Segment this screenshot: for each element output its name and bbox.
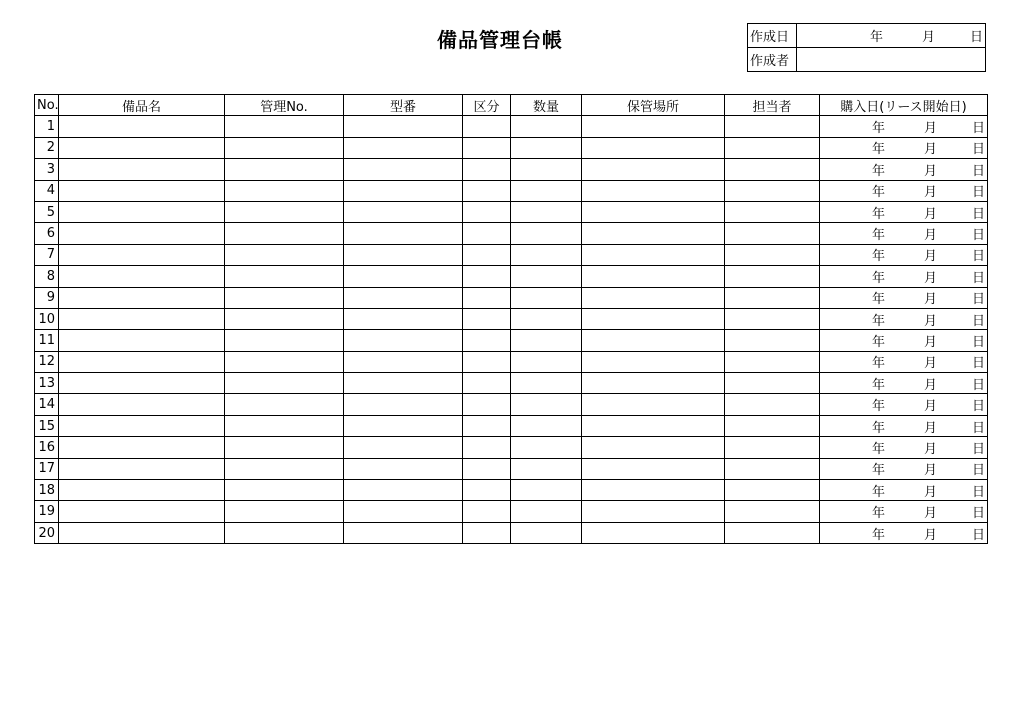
purchase-date-cell[interactable]: [820, 394, 988, 415]
item-name-cell[interactable]: [59, 394, 225, 415]
control-no-cell[interactable]: [225, 244, 344, 265]
table-row: [35, 501, 988, 522]
purchase-date-cell[interactable]: [820, 159, 988, 180]
model-no-cell[interactable]: [344, 287, 463, 308]
control-no-cell[interactable]: [225, 351, 344, 372]
storage-location-cell[interactable]: [582, 116, 725, 137]
storage-location-cell[interactable]: [582, 351, 725, 372]
model-no-cell[interactable]: [344, 501, 463, 522]
month-label: 月: [923, 121, 937, 137]
quantity-cell[interactable]: [511, 159, 582, 180]
purchase-date-cell[interactable]: [820, 522, 988, 543]
year-label: 年: [871, 420, 885, 436]
day-label: 日: [971, 163, 985, 179]
item-name-cell[interactable]: [59, 159, 225, 180]
quantity-cell[interactable]: [511, 437, 582, 458]
storage-location-cell[interactable]: [582, 180, 725, 201]
storage-location-cell[interactable]: [582, 159, 725, 180]
quantity-cell[interactable]: [511, 373, 582, 394]
purchase-date-cell[interactable]: [820, 287, 988, 308]
person-in-charge-cell[interactable]: [725, 287, 820, 308]
model-no-cell[interactable]: [344, 180, 463, 201]
day-label: 日: [971, 292, 985, 308]
item-name-cell[interactable]: [59, 137, 225, 158]
row-number: 7: [35, 244, 59, 265]
table-row: [35, 159, 988, 180]
day-label: 日: [971, 420, 985, 436]
row-number: 6: [35, 223, 59, 244]
control-no-cell[interactable]: [225, 501, 344, 522]
row-number: 15: [35, 415, 59, 436]
storage-location-cell[interactable]: [582, 330, 725, 351]
category-cell[interactable]: [463, 201, 511, 222]
purchase-date-cell[interactable]: [820, 437, 988, 458]
year-label: 年: [871, 121, 885, 137]
day-label: 日: [971, 185, 985, 201]
created-by-field[interactable]: [797, 48, 986, 72]
person-in-charge-cell[interactable]: [725, 180, 820, 201]
model-no-cell[interactable]: [344, 159, 463, 180]
model-no-cell[interactable]: [344, 351, 463, 372]
month-label: 月: [923, 270, 937, 286]
year-label: 年: [871, 163, 885, 179]
month-label: 月: [923, 527, 937, 543]
purchase-date-cell[interactable]: [820, 308, 988, 329]
person-in-charge-cell[interactable]: [725, 522, 820, 543]
day-label: 日: [971, 270, 985, 286]
person-in-charge-cell[interactable]: [725, 223, 820, 244]
header-model-no: 型番: [344, 95, 463, 116]
created-date-field[interactable]: [797, 24, 986, 48]
person-in-charge-cell[interactable]: [725, 159, 820, 180]
year-label: 年: [871, 463, 885, 479]
created-by-row: [748, 48, 986, 72]
category-cell[interactable]: [463, 501, 511, 522]
row-number: 19: [35, 501, 59, 522]
table-row: [35, 480, 988, 501]
item-name-cell[interactable]: [59, 373, 225, 394]
category-cell[interactable]: [463, 522, 511, 543]
created-date-label: 作成日: [748, 24, 797, 48]
year-label: 年: [871, 506, 885, 522]
model-no-cell[interactable]: [344, 415, 463, 436]
category-cell[interactable]: [463, 415, 511, 436]
quantity-cell[interactable]: [511, 415, 582, 436]
header-purchase-date: 購入日(リース開始日): [820, 95, 988, 116]
purchase-date-cell[interactable]: [820, 223, 988, 244]
day-label: 日: [971, 313, 985, 329]
storage-location-cell[interactable]: [582, 201, 725, 222]
model-no-cell[interactable]: [344, 116, 463, 137]
model-no-cell[interactable]: [344, 201, 463, 222]
purchase-date-cell[interactable]: [820, 180, 988, 201]
table-row: [35, 437, 988, 458]
category-cell[interactable]: [463, 308, 511, 329]
item-name-cell[interactable]: [59, 351, 225, 372]
item-name-cell[interactable]: [59, 266, 225, 287]
category-cell[interactable]: [463, 223, 511, 244]
year-label: 年: [871, 142, 885, 158]
year-label: 年: [871, 313, 885, 329]
quantity-cell[interactable]: [511, 522, 582, 543]
person-in-charge-cell[interactable]: [725, 330, 820, 351]
day-label: 日: [971, 463, 985, 479]
table-row: [35, 266, 988, 287]
header-storage-location: 保管場所: [582, 95, 725, 116]
row-number: 8: [35, 266, 59, 287]
purchase-date-cell[interactable]: [820, 116, 988, 137]
item-name-cell[interactable]: [59, 480, 225, 501]
day-label: 日: [971, 206, 985, 222]
storage-location-cell[interactable]: [582, 244, 725, 265]
control-no-cell[interactable]: [225, 308, 344, 329]
storage-location-cell[interactable]: [582, 308, 725, 329]
day-label: 日: [971, 142, 985, 158]
person-in-charge-cell[interactable]: [725, 351, 820, 372]
item-name-cell[interactable]: [59, 116, 225, 137]
quantity-cell[interactable]: [511, 480, 582, 501]
model-no-cell[interactable]: [344, 458, 463, 479]
quantity-cell[interactable]: [511, 394, 582, 415]
row-number: 17: [35, 458, 59, 479]
category-cell[interactable]: [463, 330, 511, 351]
month-label: 月: [923, 484, 937, 500]
table-row: [35, 116, 988, 137]
quantity-cell[interactable]: [511, 266, 582, 287]
purchase-date-cell[interactable]: [820, 266, 988, 287]
model-no-cell[interactable]: [344, 266, 463, 287]
person-in-charge-cell[interactable]: [725, 244, 820, 265]
row-number: 12: [35, 351, 59, 372]
category-cell[interactable]: [463, 394, 511, 415]
meta-table: [747, 23, 986, 72]
row-number: 2: [35, 137, 59, 158]
table-row: [35, 351, 988, 372]
control-no-cell[interactable]: [225, 180, 344, 201]
item-name-cell[interactable]: [59, 223, 225, 244]
item-name-cell[interactable]: [59, 501, 225, 522]
year-label: 年: [871, 484, 885, 500]
model-no-cell[interactable]: [344, 522, 463, 543]
purchase-date-cell[interactable]: [820, 351, 988, 372]
storage-location-cell[interactable]: [582, 266, 725, 287]
quantity-cell[interactable]: [511, 116, 582, 137]
month-label: 月: [923, 206, 937, 222]
control-no-cell[interactable]: [225, 394, 344, 415]
day-label: 日: [971, 228, 985, 244]
day-label: 日: [971, 121, 985, 137]
month-label: 月: [923, 399, 937, 415]
month-label: 月: [923, 334, 937, 350]
day-label: 日: [971, 334, 985, 350]
item-name-cell[interactable]: [59, 180, 225, 201]
day-label: 日: [971, 506, 985, 522]
row-number: 11: [35, 330, 59, 351]
control-no-cell[interactable]: [225, 330, 344, 351]
header-control-no: 管理No.: [225, 95, 344, 116]
table-row: [35, 223, 988, 244]
month-label: 月: [923, 249, 937, 265]
purchase-date-cell[interactable]: [820, 201, 988, 222]
purchase-date-cell[interactable]: [820, 501, 988, 522]
row-number: 13: [35, 373, 59, 394]
storage-location-cell[interactable]: [582, 373, 725, 394]
row-number: 4: [35, 180, 59, 201]
month-label: 月: [923, 313, 937, 329]
table-header-row: [35, 95, 988, 116]
item-name-cell[interactable]: [59, 330, 225, 351]
header-category: 区分: [463, 95, 511, 116]
category-cell[interactable]: [463, 351, 511, 372]
table-row: [35, 137, 988, 158]
person-in-charge-cell[interactable]: [725, 308, 820, 329]
item-name-cell[interactable]: [59, 244, 225, 265]
month-label: 月: [923, 441, 937, 457]
purchase-date-cell[interactable]: [820, 480, 988, 501]
year-label: 年: [871, 527, 885, 543]
month-label: 月: [923, 228, 937, 244]
item-name-cell[interactable]: [59, 458, 225, 479]
year-label: 年: [871, 399, 885, 415]
person-in-charge-cell[interactable]: [725, 458, 820, 479]
quantity-cell[interactable]: [511, 137, 582, 158]
model-no-cell[interactable]: [344, 308, 463, 329]
person-in-charge-cell[interactable]: [725, 201, 820, 222]
control-no-cell[interactable]: [225, 201, 344, 222]
month-label: 月: [923, 292, 937, 308]
year-label: 年: [871, 270, 885, 286]
row-number: 20: [35, 522, 59, 543]
model-no-cell[interactable]: [344, 137, 463, 158]
category-cell[interactable]: [463, 373, 511, 394]
control-no-cell[interactable]: [225, 116, 344, 137]
quantity-cell[interactable]: [511, 458, 582, 479]
created-by-label: 作成者: [748, 48, 797, 72]
month-label: 月: [923, 377, 937, 393]
row-number: 9: [35, 287, 59, 308]
table-row: [35, 330, 988, 351]
year-label: 年: [871, 228, 885, 244]
day-label: 日: [971, 377, 985, 393]
model-no-cell[interactable]: [344, 394, 463, 415]
table-row: [35, 373, 988, 394]
page-title: 備品管理台帳: [437, 28, 563, 52]
item-name-cell[interactable]: [59, 437, 225, 458]
table-row: [35, 308, 988, 329]
item-name-cell[interactable]: [59, 201, 225, 222]
category-cell[interactable]: [463, 116, 511, 137]
year-label: 年: [871, 249, 885, 265]
category-cell[interactable]: [463, 480, 511, 501]
header-quantity: 数量: [511, 95, 582, 116]
model-no-cell[interactable]: [344, 244, 463, 265]
storage-location-cell[interactable]: [582, 137, 725, 158]
storage-location-cell[interactable]: [582, 287, 725, 308]
person-in-charge-cell[interactable]: [725, 501, 820, 522]
storage-location-cell[interactable]: [582, 415, 725, 436]
purchase-date-cell[interactable]: [820, 373, 988, 394]
item-name-cell[interactable]: [59, 308, 225, 329]
month-label: 月: [923, 463, 937, 479]
year-label: 年: [871, 206, 885, 222]
storage-location-cell[interactable]: [582, 437, 725, 458]
row-number: 1: [35, 116, 59, 137]
category-cell[interactable]: [463, 266, 511, 287]
equipment-ledger-table: [34, 94, 988, 544]
storage-location-cell[interactable]: [582, 458, 725, 479]
quantity-cell[interactable]: [511, 330, 582, 351]
model-no-cell[interactable]: [344, 223, 463, 244]
row-number: 18: [35, 480, 59, 501]
quantity-cell[interactable]: [511, 201, 582, 222]
item-name-cell[interactable]: [59, 287, 225, 308]
table-row: [35, 287, 988, 308]
month-label: 月: [923, 420, 937, 436]
purchase-date-cell[interactable]: [820, 137, 988, 158]
created-date-row: [748, 24, 986, 48]
day-label: 日: [969, 30, 983, 45]
quantity-cell[interactable]: [511, 308, 582, 329]
control-no-cell[interactable]: [225, 287, 344, 308]
person-in-charge-cell[interactable]: [725, 480, 820, 501]
table-row: [35, 180, 988, 201]
table-row: [35, 201, 988, 222]
row-number: 10: [35, 308, 59, 329]
quantity-cell[interactable]: [511, 287, 582, 308]
year-label: 年: [871, 334, 885, 350]
year-label: 年: [871, 185, 885, 201]
month-label: 月: [923, 506, 937, 522]
person-in-charge-cell[interactable]: [725, 415, 820, 436]
row-number: 5: [35, 201, 59, 222]
control-no-cell[interactable]: [225, 159, 344, 180]
category-cell[interactable]: [463, 159, 511, 180]
category-cell[interactable]: [463, 244, 511, 265]
day-label: 日: [971, 527, 985, 543]
quantity-cell[interactable]: [511, 351, 582, 372]
purchase-date-cell[interactable]: [820, 415, 988, 436]
year-label: 年: [871, 292, 885, 308]
quantity-cell[interactable]: [511, 501, 582, 522]
storage-location-cell[interactable]: [582, 394, 725, 415]
control-no-cell[interactable]: [225, 266, 344, 287]
control-no-cell[interactable]: [225, 137, 344, 158]
table-row: [35, 458, 988, 479]
quantity-cell[interactable]: [511, 244, 582, 265]
item-name-cell[interactable]: [59, 415, 225, 436]
model-no-cell[interactable]: [344, 373, 463, 394]
day-label: 日: [971, 249, 985, 265]
person-in-charge-cell[interactable]: [725, 437, 820, 458]
person-in-charge-cell[interactable]: [725, 116, 820, 137]
purchase-date-cell[interactable]: [820, 244, 988, 265]
person-in-charge-cell[interactable]: [725, 394, 820, 415]
quantity-cell[interactable]: [511, 180, 582, 201]
storage-location-cell[interactable]: [582, 223, 725, 244]
year-label: 年: [871, 441, 885, 457]
header-no: No.: [35, 95, 59, 116]
header-item-name: 備品名: [59, 95, 225, 116]
storage-location-cell[interactable]: [582, 480, 725, 501]
model-no-cell[interactable]: [344, 480, 463, 501]
purchase-date-cell[interactable]: [820, 330, 988, 351]
control-no-cell[interactable]: [225, 458, 344, 479]
category-cell[interactable]: [463, 287, 511, 308]
person-in-charge-cell[interactable]: [725, 137, 820, 158]
day-label: 日: [971, 399, 985, 415]
item-name-cell[interactable]: [59, 522, 225, 543]
category-cell[interactable]: [463, 437, 511, 458]
month-label: 月: [923, 142, 937, 158]
table-row: [35, 415, 988, 436]
day-label: 日: [971, 484, 985, 500]
row-number: 16: [35, 437, 59, 458]
month-label: 月: [923, 163, 937, 179]
control-no-cell[interactable]: [225, 480, 344, 501]
row-number: 3: [35, 159, 59, 180]
month-label: 月: [923, 356, 937, 372]
control-no-cell[interactable]: [225, 223, 344, 244]
header-person-in-charge: 担当者: [725, 95, 820, 116]
category-cell[interactable]: [463, 137, 511, 158]
table-row: [35, 394, 988, 415]
control-no-cell[interactable]: [225, 522, 344, 543]
person-in-charge-cell[interactable]: [725, 266, 820, 287]
table-row: [35, 244, 988, 265]
person-in-charge-cell[interactable]: [725, 373, 820, 394]
storage-location-cell[interactable]: [582, 522, 725, 543]
quantity-cell[interactable]: [511, 223, 582, 244]
storage-location-cell[interactable]: [582, 501, 725, 522]
day-label: 日: [971, 356, 985, 372]
year-label: 年: [871, 377, 885, 393]
category-cell[interactable]: [463, 458, 511, 479]
category-cell[interactable]: [463, 180, 511, 201]
model-no-cell[interactable]: [344, 437, 463, 458]
control-no-cell[interactable]: [225, 437, 344, 458]
day-label: 日: [971, 441, 985, 457]
month-label: 月: [923, 185, 937, 201]
model-no-cell[interactable]: [344, 330, 463, 351]
control-no-cell[interactable]: [225, 373, 344, 394]
table-row: [35, 522, 988, 543]
row-number: 14: [35, 394, 59, 415]
month-label: 月: [921, 30, 935, 45]
year-label: 年: [869, 30, 883, 45]
purchase-date-cell[interactable]: [820, 458, 988, 479]
control-no-cell[interactable]: [225, 415, 344, 436]
year-label: 年: [871, 356, 885, 372]
